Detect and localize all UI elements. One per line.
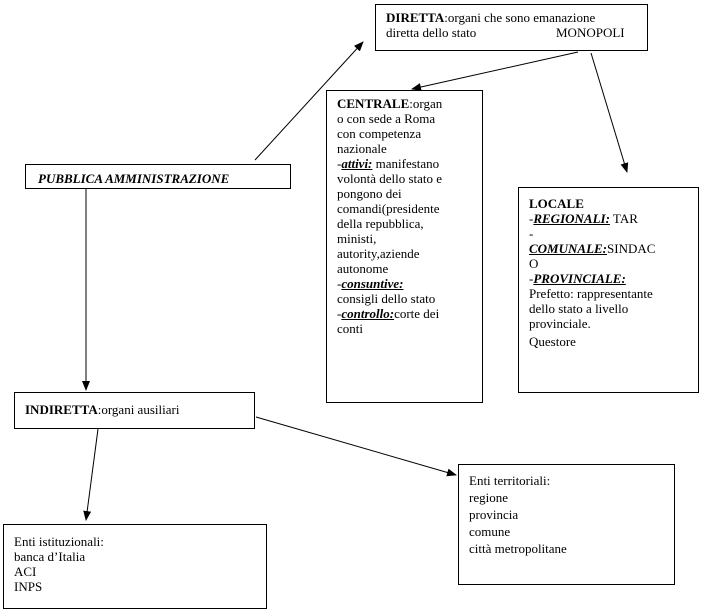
consuntive-text: consigli dello stato — [337, 291, 436, 306]
pubblica-amministrazione-box — [25, 164, 291, 189]
centrale-text-3: nazionale — [337, 141, 387, 156]
attivi-label: attivi: — [341, 156, 373, 171]
attivi-text-3: comandi(presidente — [337, 201, 440, 216]
locale-box: LOCALE -REGIONALI: TAR - COMUNALE:SINDAC O -PROVINCIALE: Prefetto: rappresentante dello stato a livello provinciale. Questore — [518, 187, 699, 393]
centrale-box: CENTRALE:organ o con sede a Roma con competenza nazionale -attivi: manifestano volontà dello stato e pongono dei comandi(presidente della repubblica, ministi, autority,aziende autonome -consuntive: consigli dello stato -controllo:corte dei conti — [326, 90, 483, 403]
comunale-text-1: SINDAC — [607, 241, 656, 256]
enti-territoriali-item-3: comune — [469, 524, 511, 539]
attivi-text-0: manifestano — [372, 156, 440, 171]
attivi-text-2: pongono dei — [337, 186, 402, 201]
enti-istituzionali-box — [3, 524, 267, 609]
diretta-box — [375, 4, 648, 51]
diretta-text-2: diretta dello stato — [386, 25, 477, 40]
attivi-text-6: autority,aziende — [337, 246, 420, 261]
enti-territoriali-item-4: città metropolitane — [469, 541, 567, 556]
locale-heading: LOCALE — [529, 196, 584, 211]
indiretta-text: :organi ausiliari — [97, 402, 180, 417]
enti-istituzionali-title: Enti istituzionali: — [14, 534, 104, 549]
enti-territoriali-item-1: regione — [469, 490, 508, 505]
attivi-text-5: ministi, — [337, 231, 377, 246]
attivi-text-7: autonome — [337, 261, 389, 276]
enti-istituzionali-item-3: INPS — [14, 579, 43, 594]
enti-istituzionali-item-1: banca d’Italia — [14, 549, 86, 564]
arrow-indiretta-to-istituzionali — [86, 429, 98, 520]
provinciale-text-3: provinciale. — [529, 316, 591, 331]
enti-istituzionali-item-2: ACI — [14, 564, 37, 579]
questore-text: Questore — [529, 334, 576, 349]
centrale-text-0: :organ — [409, 96, 443, 111]
centrale-text-2: con competenza — [337, 126, 422, 141]
indiretta-heading: INDIRETTA — [25, 402, 98, 417]
attivi-text-4: della repubblica, — [337, 216, 424, 231]
regionali-label: REGIONALI: — [533, 211, 610, 226]
consuntive-label: consuntive: — [341, 276, 404, 291]
comunale-text-2: O — [529, 256, 539, 271]
regionali-text: TAR — [609, 211, 638, 226]
enti-territoriali-title: Enti territoriali: — [469, 473, 551, 488]
comunale-label: COMUNALE: — [529, 241, 608, 256]
centrale-heading: CENTRALE — [337, 96, 410, 111]
provinciale-text-2: dello stato a livello — [529, 301, 629, 316]
provinciale-text-1: Prefetto: rappresentante — [529, 286, 653, 301]
controllo-text-2: conti — [337, 321, 363, 336]
monopoli-label: MONOPOLI — [556, 25, 625, 40]
enti-territoriali-box — [458, 464, 675, 585]
arrow-diretta-to-locale — [591, 53, 627, 172]
indiretta-box — [14, 392, 255, 429]
pubblica-amministrazione-label: PUBBLICA AMMINISTRAZIONE — [38, 171, 230, 186]
controllo-text-1: corte dei — [394, 306, 440, 321]
provinciale-label: PROVINCIALE: — [533, 271, 626, 286]
enti-territoriali-item-2: provincia — [469, 507, 519, 522]
arrow-indiretta-to-territoriali — [256, 417, 456, 475]
diretta-heading: DIRETTA — [386, 10, 445, 25]
controllo-label: controllo: — [341, 306, 395, 321]
centrale-text-1: o con sede a Roma — [337, 111, 436, 126]
attivi-text-1: volontà dello stato e — [337, 171, 443, 186]
arrow-diretta-to-centrale — [412, 52, 578, 89]
diretta-text-1: :organi che sono emanazione — [444, 10, 596, 25]
